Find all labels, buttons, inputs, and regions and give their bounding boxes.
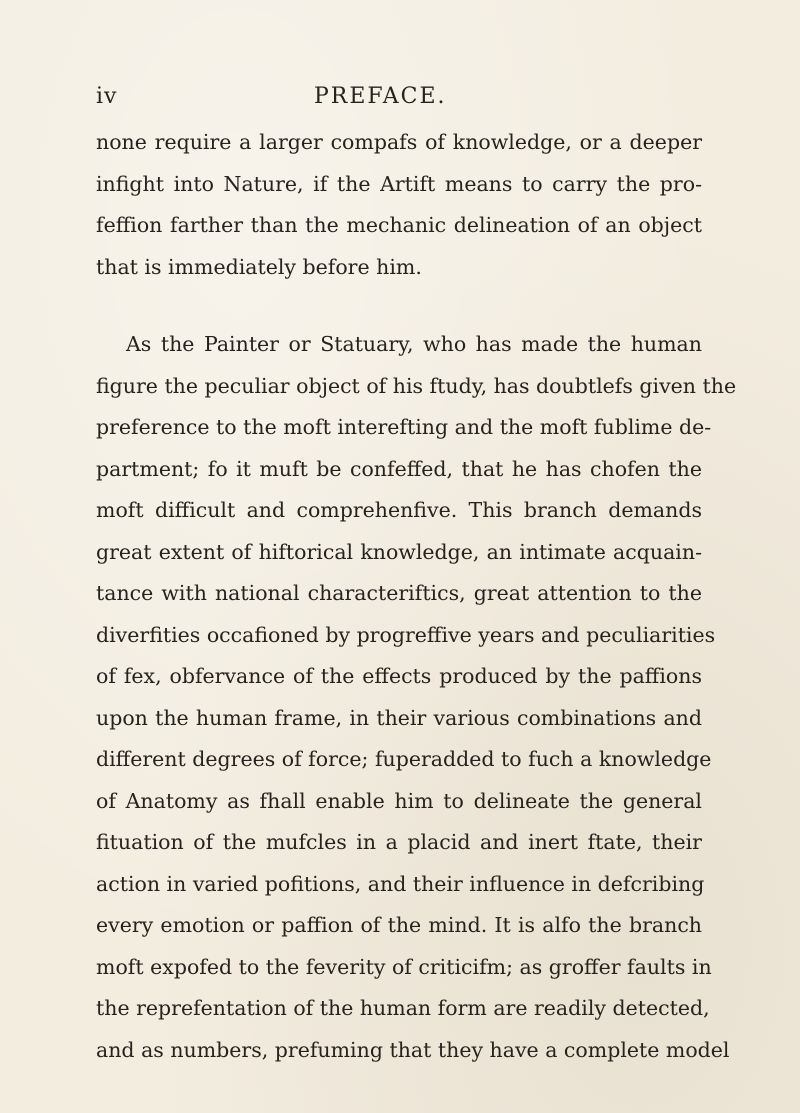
text-line: As the Painter or Statuary, who has made the human [126, 332, 702, 356]
text-line: none require a larger compafs of knowledge, or a deeper [96, 130, 702, 154]
text-line: and as numbers, prefuming that they have a complete model [96, 1037, 730, 1062]
text-line: the reprefentation of the human form are readily detected, [96, 996, 710, 1020]
text-line: infight into Nature, if the Artift means to carry the pro- [96, 171, 702, 196]
paragraph-2 [96, 324, 737, 1071]
text-line: figure the peculiar object of his ftudy, has doubtlefs given the [96, 373, 737, 398]
paragraph-1 [96, 122, 702, 288]
text-line: action in varied pofitions, and their influence in defcribing [96, 871, 705, 896]
text-line: diverfities occafioned by progreffive years and peculiarities [96, 622, 716, 647]
text-line: feffion farther than the mechanic delineation of an object [96, 213, 702, 237]
text-line: moft expofed to the feverity of criticifm; as groffer faults in [96, 954, 712, 979]
page-number: iv [96, 84, 118, 109]
body-text [96, 122, 737, 1071]
text-line: of fex, obfervance of the effects produced by the paffions [96, 664, 702, 688]
text-line: fituation of the mufcles in a placid and inert ftate, their [96, 830, 702, 854]
text-line: partment; fo it muft be confeffed, that he has chofen the [96, 456, 702, 481]
text-line: moft difficult and comprehenfive. This branch demands [96, 498, 702, 522]
text-line: great extent of hiftorical knowledge, an intimate acquain- [96, 539, 702, 564]
paragraph-gap [96, 288, 702, 324]
text-line: of Anatomy as fhall enable him to delineate the general [96, 788, 702, 813]
text-line: different degrees of force; fuperadded to fuch a knowledge [96, 747, 712, 771]
running-head: PREFACE. [314, 84, 447, 109]
text-line: that is immediately before him. [96, 254, 422, 279]
text-line: preference to the moft interefting and the moft fublime de- [96, 415, 712, 439]
page-header [96, 84, 696, 114]
text-line: upon the human frame, in their various combinations and [96, 705, 702, 730]
text-line: tance with national characteriftics, great attention to the [96, 581, 702, 605]
text-line: every emotion or paffion of the mind. It is alfo the branch [96, 913, 702, 937]
